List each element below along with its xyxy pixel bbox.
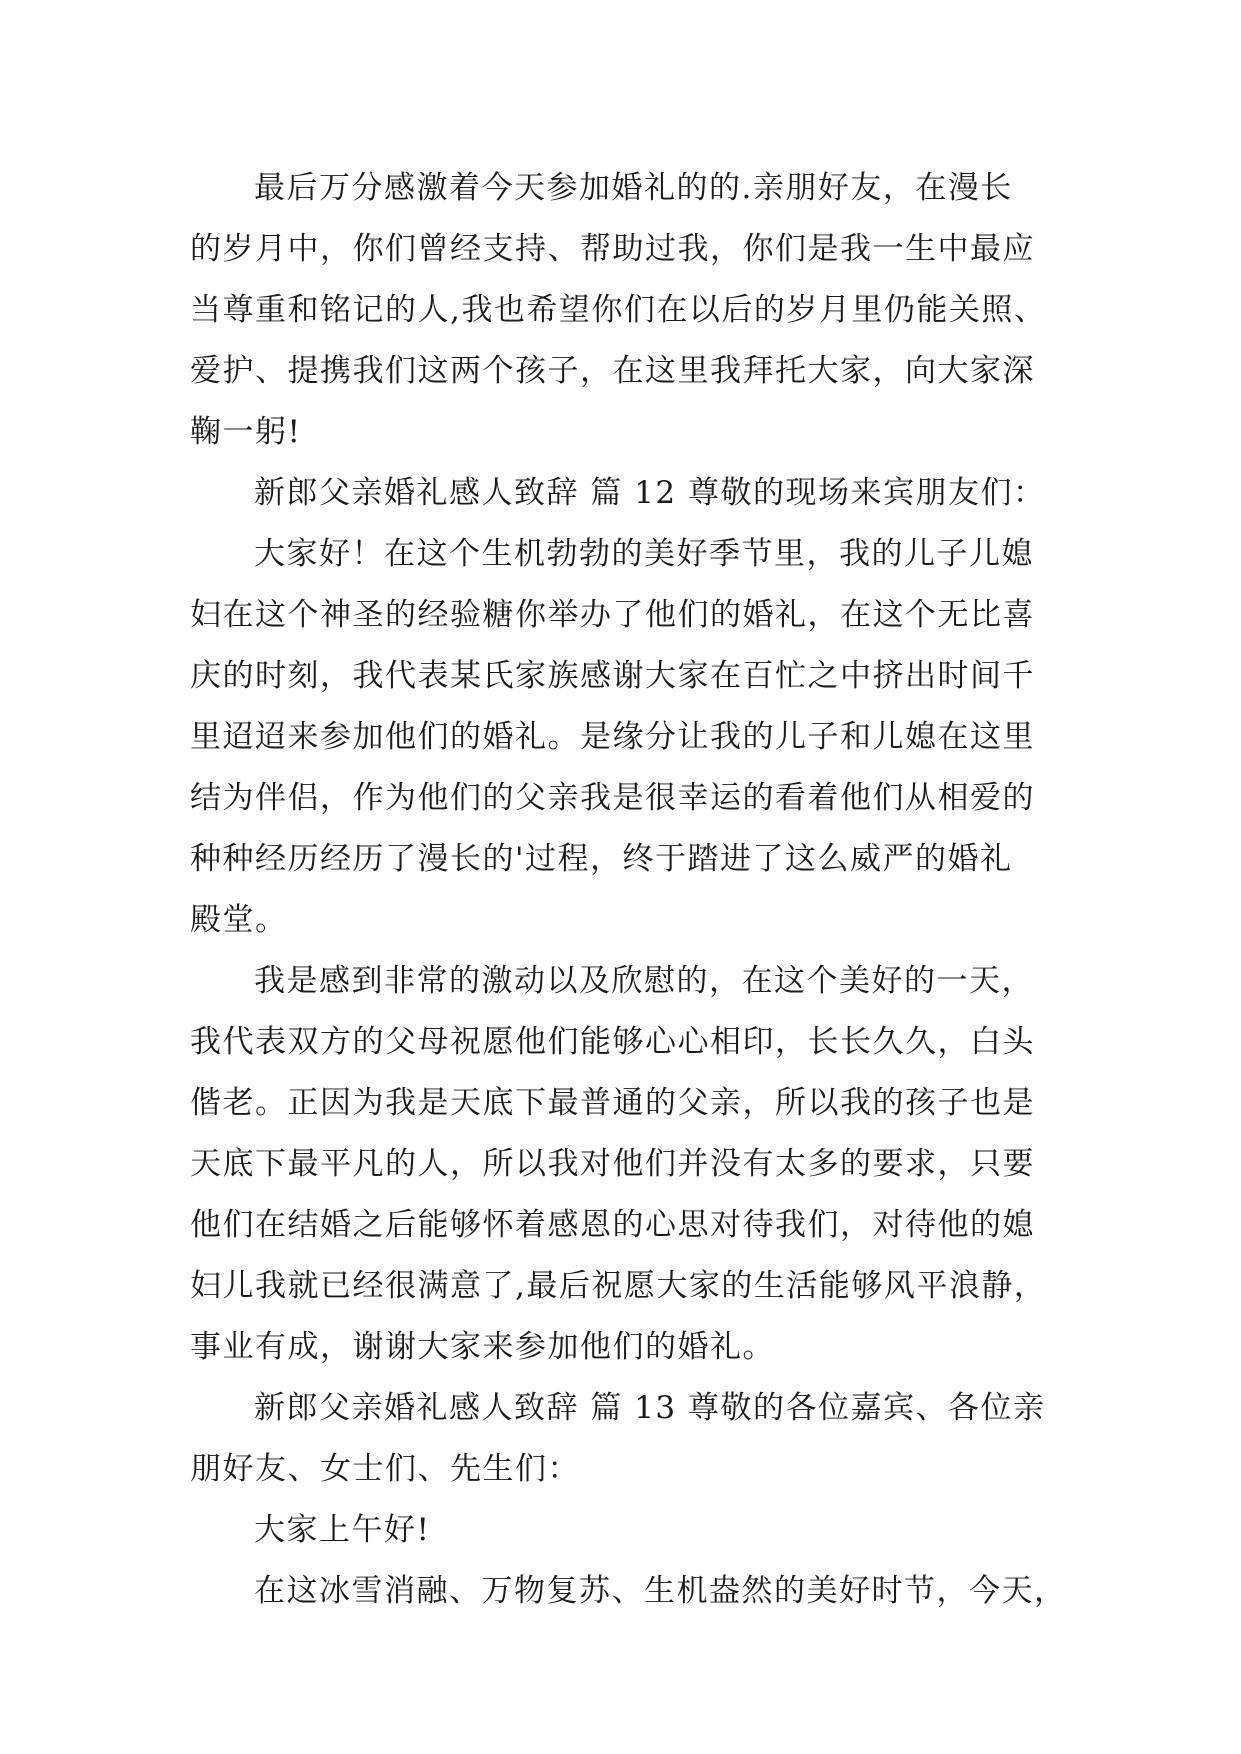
text-line: 妇儿我就已经很满意了,最后祝愿大家的生活能够风平浪静， bbox=[190, 1268, 1047, 1304]
document-body bbox=[190, 158, 1085, 1622]
text-line: 朋好友、女士们、先生们： bbox=[190, 1451, 580, 1487]
text-line: 鞠一躬! bbox=[190, 414, 302, 450]
text-line: 最后万分感激着今天参加婚礼的的.亲朋好友，在漫长 bbox=[254, 170, 1013, 206]
text-line: 殿堂。 bbox=[190, 902, 288, 938]
text-line: 我是感到非常的激动以及欣慰的，在这个美好的一天， bbox=[254, 963, 1034, 999]
text-line: 的岁月中，你们曾经支持、帮助过我，你们是我一生中最应 bbox=[190, 231, 1035, 267]
text-line: 偕老。正因为我是天底下最普通的父亲，所以我的孩子也是 bbox=[190, 1085, 1035, 1121]
text-line: 我代表双方的父母祝愿他们能够心心相印，长长久久，白头 bbox=[190, 1024, 1035, 1060]
text-line: 妇在这个神圣的经验糖你举办了他们的婚礼，在这个无比喜 bbox=[190, 597, 1035, 633]
text-line: 大家好！在这个生机勃勃的美好季节里，我的儿子儿媳 bbox=[254, 536, 1034, 572]
text-line: 结为伴侣，作为他们的父亲我是很幸运的看着他们从相爱的 bbox=[190, 780, 1035, 816]
text-line: 他们在结婚之后能够怀着感恩的心思对待我们，对待他的媳 bbox=[190, 1207, 1035, 1243]
text-line: 在这冰雪消融、万物复苏、生机盎然的美好时节，今天， bbox=[254, 1573, 1067, 1609]
text-line: 当尊重和铭记的人,我也希望你们在以后的岁月里仍能关照、 bbox=[190, 292, 1047, 328]
section-heading-line: 新郎父亲婚礼感人致辞 篇 12 尊敬的现场来宾朋友们： bbox=[254, 475, 1046, 511]
text-line: 庆的时刻，我代表某氏家族感谢大家在百忙之中挤出时间千 bbox=[190, 658, 1035, 694]
text-line: 里迢迢来参加他们的婚礼。是缘分让我的儿子和儿媳在这里 bbox=[190, 719, 1035, 755]
section-heading-line: 新郎父亲婚礼感人致辞 篇 13 尊敬的各位嘉宾、各位亲 bbox=[254, 1390, 1046, 1426]
text-line: 大家上午好! bbox=[254, 1512, 431, 1548]
text-line: 事业有成，谢谢大家来参加他们的婚礼。 bbox=[190, 1329, 775, 1365]
text-line: 爱护、提携我们这两个孩子，在这里我拜托大家，向大家深 bbox=[190, 353, 1035, 389]
text-line: 种种经历经历了漫长的'过程，终于踏进了这么威严的婚礼 bbox=[190, 841, 1013, 877]
text-line: 天底下最平凡的人，所以我对他们并没有太多的要求，只要 bbox=[190, 1146, 1035, 1182]
